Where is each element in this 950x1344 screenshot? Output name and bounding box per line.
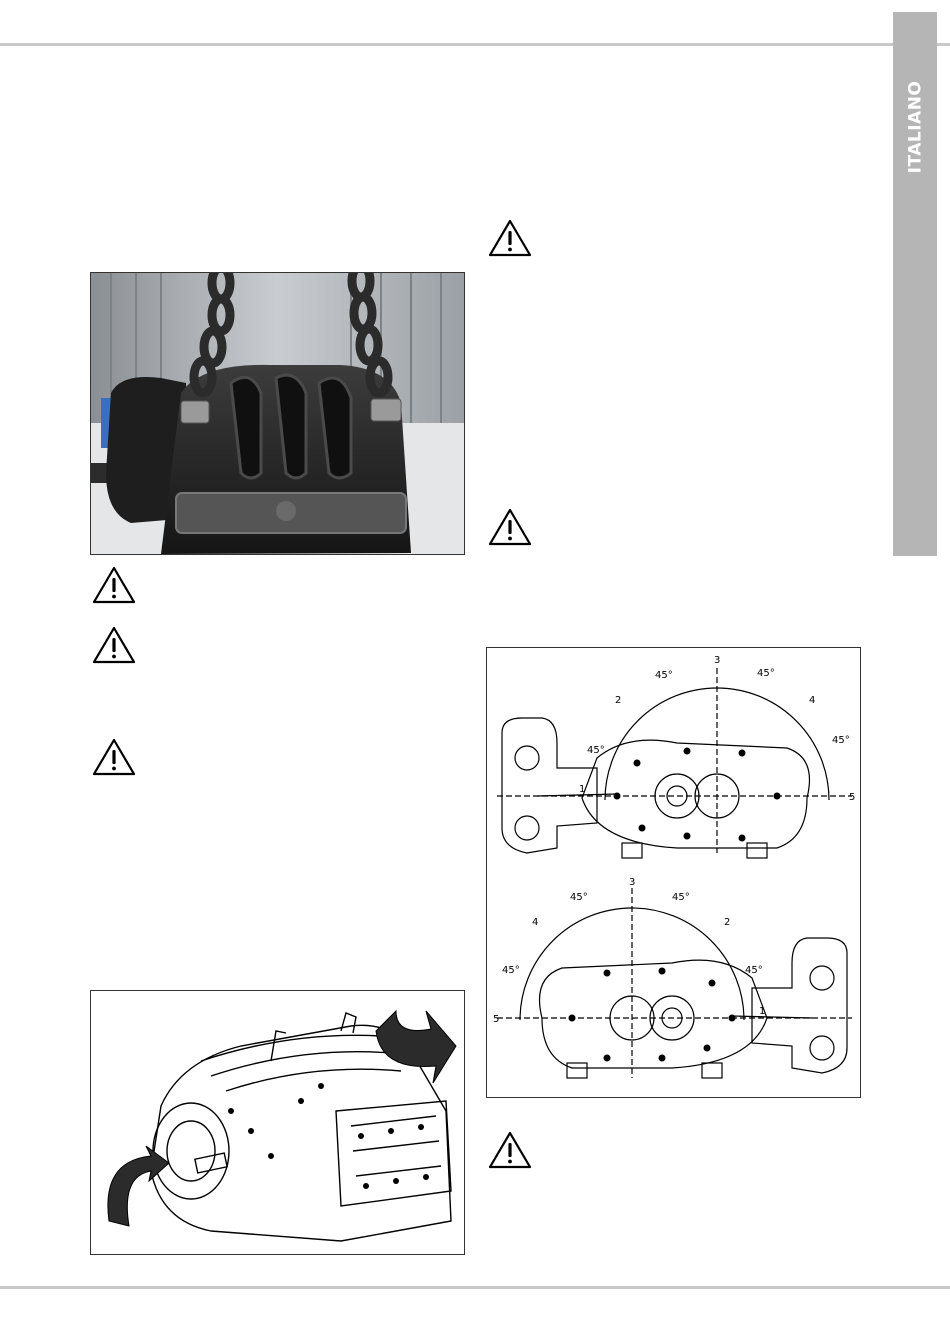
lifting-photo-illustration [91,273,464,554]
angle-label: 45° [745,965,763,976]
warning-triangle-icon [91,625,137,665]
position-label-1: 1 [759,1006,766,1017]
mounting-position-diagram [486,647,861,1098]
curved-arrow-icon [108,1146,169,1226]
angle-label: 45° [757,668,775,679]
angle-label: 45° [655,670,673,681]
header-rule [0,43,950,46]
pump-isometric-illustration [91,991,464,1254]
warning-triangle-icon [487,507,533,547]
angle-label: 45° [832,735,850,746]
pump-rotation-drawing [90,990,465,1255]
angle-label: 45° [570,892,588,903]
warning-triangle-icon [487,218,533,258]
language-tab[interactable] [893,12,937,556]
position-label-2: 2 [724,917,731,928]
warning-triangle-icon [487,1130,533,1170]
warning-triangle-icon [91,565,137,605]
photo-lifting-pump [90,272,465,555]
position-label-4: 4 [809,695,816,706]
angle-label: 45° [587,745,605,756]
warning-triangle-icon [91,737,137,777]
angle-label: 45° [502,965,520,976]
angle-diagram-illustration [487,648,860,1097]
curved-arrow-icon [376,1011,456,1083]
footer-rule [0,1286,950,1289]
language-label: ITALIANO [905,80,926,174]
position-label-5: 5 [849,792,856,803]
position-label-3: 3 [629,877,636,888]
position-label-2: 2 [615,695,622,706]
position-label-3: 3 [714,655,721,666]
angle-label: 45° [672,892,690,903]
position-label-5: 5 [493,1014,500,1025]
position-label-1: 1 [579,784,586,795]
position-label-4: 4 [532,917,539,928]
